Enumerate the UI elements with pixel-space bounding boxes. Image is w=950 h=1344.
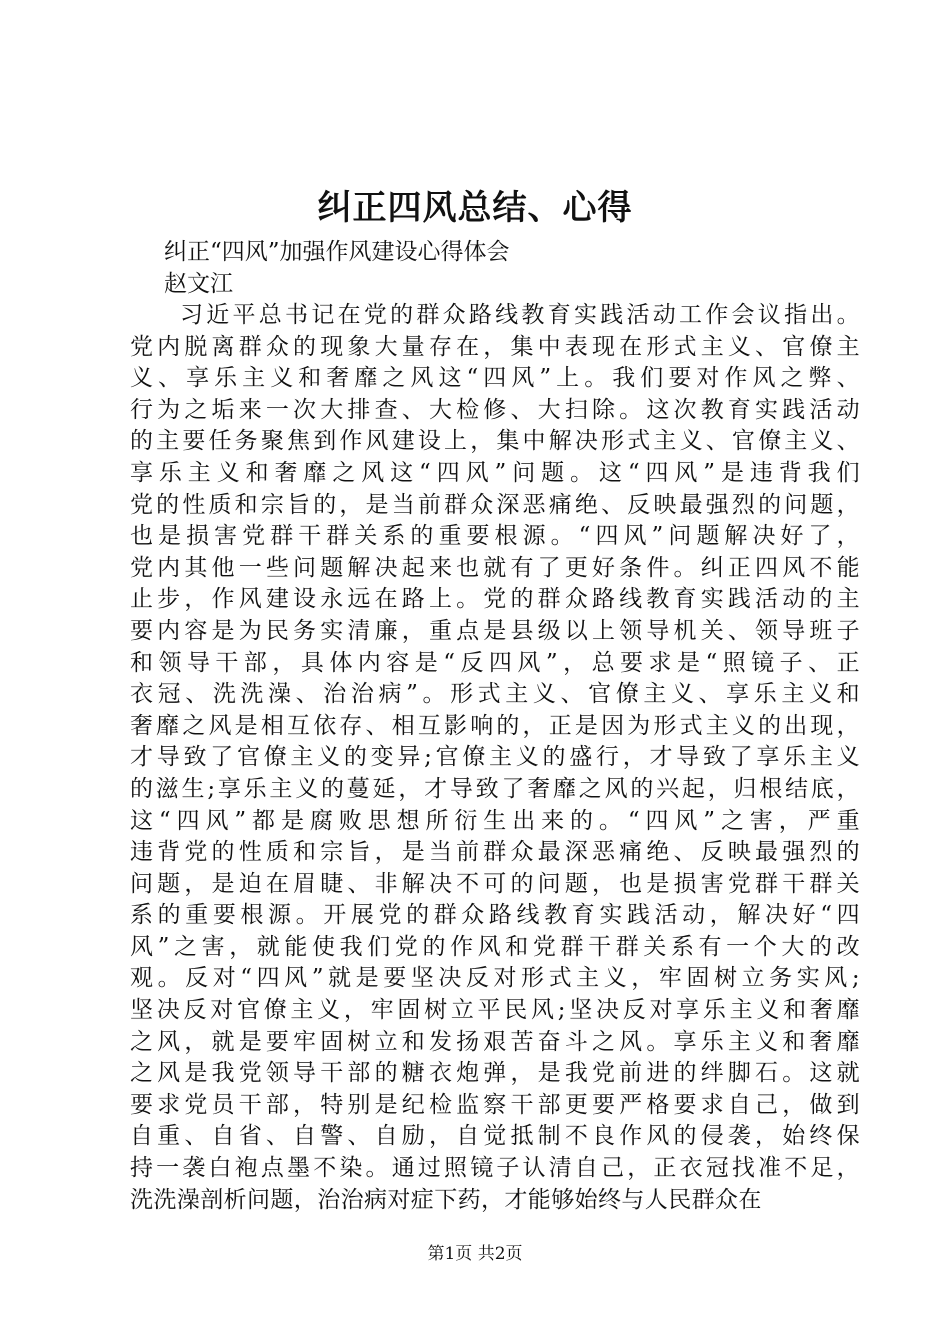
body-line: 止步，作风建设永远在路上。党的群众路线教育实践活动的主 — [130, 586, 860, 613]
body-line: 之风是我党领导干部的糖衣炮弹，是我党前进的绊脚石。这就 — [130, 1060, 860, 1087]
body-line: 洗洗澡剖析问题，治治病对症下药，才能够始终与人民群众在 — [130, 1186, 762, 1213]
body-line: 也是损害党群干群关系的重要根源。“四风”问题解决好了， — [130, 523, 860, 550]
body-line: 党的性质和宗旨的，是当前群众深恶痛绝、反映最强烈的问题， — [130, 491, 860, 518]
body-line: 这“四风”都是腐败思想所衍生出来的。“四风”之害，严重 — [130, 807, 860, 834]
document-body — [130, 300, 860, 1216]
body-line: 问题，是迫在眉睫、非解决不可的问题，也是损害党群干群关 — [130, 870, 860, 897]
body-line: 系的重要根源。开展党的群众路线教育实践活动，解决好“四 — [130, 902, 860, 929]
body-line: 要内容是为民务实清廉，重点是县级以上领导机关、领导班子 — [130, 617, 860, 644]
body-line: 风”之害，就能使我们党的作风和党群干群关系有一个大的改 — [130, 933, 860, 960]
body-line: 违背党的性质和宗旨，是当前群众最深恶痛绝、反映最强烈的 — [130, 839, 860, 866]
body-line: 衣冠、洗洗澡、治治病”。形式主义、官僚主义、享乐主义和 — [130, 681, 860, 708]
body-line: 的主要任务聚焦到作风建设上，集中解决形式主义、官僚主义、 — [130, 428, 860, 455]
document-subtitle: 纠正“四风”加强作风建设心得体会 — [164, 239, 510, 265]
body-line: 才导致了官僚主义的变异;官僚主义的盛行，才导致了享乐主义 — [130, 744, 860, 771]
body-line: 义、享乐主义和奢靡之风这“四风”上。我们要对作风之弊、 — [130, 365, 860, 392]
body-line: 自重、自省、自警、自励，自觉抵制不良作风的侵袭，始终保 — [130, 1123, 860, 1150]
body-line: 的滋生;享乐主义的蔓延，才导致了奢靡之风的兴起，归根结底， — [130, 775, 860, 802]
body-line: 坚决反对官僚主义，牢固树立平民风;坚决反对享乐主义和奢靡 — [130, 997, 860, 1024]
body-line: 观。反对“四风”就是要坚决反对形式主义，牢固树立务实风; — [130, 965, 860, 992]
document-title: 纠正四风总结、心得 — [317, 188, 633, 228]
body-line: 习近平总书记在党的群众路线教育实践活动工作会议指出。 — [180, 302, 860, 328]
body-line: 享乐主义和奢靡之风这“四风”问题。这“四风”是违背我们 — [130, 459, 860, 486]
page-footer: 第1页 共2页 — [427, 1244, 523, 1264]
body-line: 之风，就是要牢固树立和发扬艰苦奋斗之风。享乐主义和奢靡 — [130, 1028, 860, 1055]
body-line: 要求党员干部，特别是纪检监察干部更要严格要求自己，做到 — [130, 1091, 860, 1118]
body-line: 持一袭白袍点墨不染。通过照镜子认清自己，正衣冠找准不足， — [130, 1155, 860, 1182]
body-line: 行为之垢来一次大排查、大检修、大扫除。这次教育实践活动 — [130, 396, 860, 423]
document-author: 赵文江 — [164, 271, 233, 297]
body-line: 奢靡之风是相互依存、相互影响的，正是因为形式主义的出现， — [130, 712, 860, 739]
body-line: 党内脱离群众的现象大量存在，集中表现在形式主义、官僚主 — [130, 333, 860, 360]
body-line: 党内其他一些问题解决起来也就有了更好条件。纠正四风不能 — [130, 554, 860, 581]
body-line: 和领导干部，具体内容是“反四风”，总要求是“照镜子、正 — [130, 649, 860, 676]
